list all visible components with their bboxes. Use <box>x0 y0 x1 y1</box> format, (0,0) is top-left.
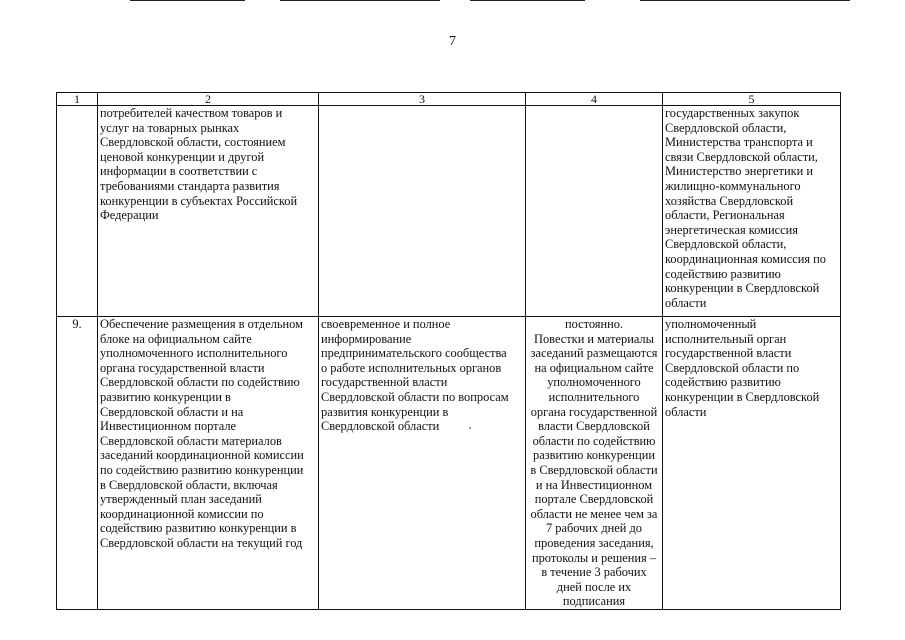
cell-line: в Свердловской области, включая <box>100 477 278 492</box>
cell-line: утвержденный план заседаний <box>100 492 262 507</box>
responsible-executors <box>663 106 841 317</box>
cell-line: в Свердловской области <box>530 462 658 477</box>
expected-result <box>319 106 526 317</box>
header-col-1: 1 <box>57 93 98 106</box>
cell-line: государственных закупок <box>665 106 800 120</box>
cell-line: услуг на товарных рынках <box>100 120 240 135</box>
cell-line: Свердловской области и на <box>100 404 244 419</box>
cell-line: проведения заседания, <box>534 535 654 550</box>
cell-line: содействию развитию <box>665 375 781 390</box>
cell-line: исполнительного <box>548 389 640 404</box>
cell-line: Повестки и материалы <box>534 331 654 346</box>
cell-line: конкуренции в Свердловской <box>665 389 820 404</box>
cell-line: уполномоченного исполнительного <box>100 346 288 361</box>
cell-line: конкуренции в Свердловской <box>665 281 820 296</box>
header-col-4: 4 <box>526 93 663 106</box>
cell-line: Министерства транспорта и <box>665 135 813 150</box>
cell-line: Свердловской области <box>321 419 440 434</box>
cell-line: в течение 3 рабочих <box>541 565 647 580</box>
cell-line: информирование <box>321 331 412 346</box>
cell-line: постоянно. <box>564 317 624 331</box>
cell-line: требованиями стандарта развития <box>100 178 280 193</box>
cell-line: органа государственной <box>530 404 658 419</box>
table-row <box>57 106 841 317</box>
cell-line: ценовой конкуренции и другой <box>100 149 265 164</box>
responsible-executors <box>663 317 841 610</box>
cell-line: о работе исполнительных органов <box>321 360 502 375</box>
cell-line: Федерации <box>100 208 159 223</box>
top-rule-right <box>470 0 585 1</box>
page-number: 7 <box>449 34 456 49</box>
header-col-3: 3 <box>319 93 526 106</box>
cell-line: области, Региональная <box>665 208 785 223</box>
cell-line: развития конкуренции в <box>321 404 449 419</box>
cell-line: области не менее чем за <box>530 506 658 521</box>
header-col-5: 5 <box>663 93 841 106</box>
cell-line: органа государственной власти <box>100 360 265 375</box>
deadline <box>526 106 663 317</box>
cell-line: заседаний размещаются <box>530 346 658 361</box>
cell-line: развитию конкуренции <box>533 448 655 463</box>
cell-line: государственной власти <box>665 346 792 361</box>
header-row <box>57 93 841 106</box>
top-rule-far-right <box>640 0 850 1</box>
cell-line: 7 рабочих дней до <box>546 521 642 536</box>
cell-line: координационной комиссии по <box>100 506 264 521</box>
cell-line: развитию конкуренции в <box>100 389 231 404</box>
cell-line: области <box>665 404 707 419</box>
cell-line: Свердловской области по вопросам <box>321 389 509 404</box>
header-col-2: 2 <box>98 93 319 106</box>
cell-line: дней после их <box>556 579 632 594</box>
cell-line: блоке на официальном сайте <box>100 331 252 346</box>
measures-table <box>56 92 841 610</box>
top-rule-middle <box>280 0 440 1</box>
table-row <box>57 317 841 610</box>
cell-line: содействию развитию <box>665 266 781 281</box>
cell-line: заседаний координационной комиссии <box>100 448 304 463</box>
cell-line: хозяйства Свердловской <box>665 193 794 208</box>
cell-line: власти Свердловской <box>538 419 650 434</box>
cell-line: Свердловской области на текущий год <box>100 535 303 550</box>
measure-description <box>98 317 319 610</box>
cell-line: Инвестиционном портале <box>100 419 237 434</box>
row-number <box>57 106 98 317</box>
cell-line: Свердловской области, <box>665 237 787 252</box>
cell-line: области <box>665 295 707 310</box>
cell-line: информации в соответствии с <box>100 164 258 179</box>
cell-line: энергетическая комиссия <box>665 222 798 237</box>
cell-line: жилищно-коммунального <box>665 178 801 193</box>
cell-line: по содействию развитию конкуренции <box>100 462 304 477</box>
cell-line: на официальном сайте <box>534 360 654 375</box>
cell-line: исполнительный орган <box>665 331 787 346</box>
cell-line: предпринимательского сообщества <box>321 346 507 361</box>
cell-line: портале Свердловской <box>534 492 654 507</box>
cell-line: государственной власти <box>321 375 448 390</box>
cell-line: и на Инвестиционном <box>535 477 653 492</box>
scan-speck <box>469 427 471 429</box>
cell-line: уполномоченного <box>547 375 641 390</box>
cell-line: Свердловской области, <box>665 120 787 135</box>
cell-line: уполномоченный <box>665 317 757 331</box>
cell-line: области по содействию <box>532 433 656 448</box>
expected-result <box>319 317 526 610</box>
cell-line: Свердловской области по содействию <box>100 375 300 390</box>
cell-line: потребителей качеством товаров и <box>100 106 283 120</box>
cell-line: Свердловской области материалов <box>100 433 282 448</box>
cell-line: подписания <box>562 594 626 609</box>
cell-line: Министерство энергетики и <box>665 164 813 179</box>
cell-line: Свердловской области, состоянием <box>100 135 286 150</box>
cell-line: конкуренции в субъектах Российской <box>100 193 298 208</box>
cell-line: Обеспечение размещения в отдельном <box>100 317 303 331</box>
cell-line: своевременное и полное <box>321 317 451 331</box>
cell-line: координационная комиссия по <box>665 251 826 266</box>
row-number: 9. <box>57 317 98 610</box>
deadline <box>526 317 663 610</box>
measure-description <box>98 106 319 317</box>
top-rule-left <box>130 0 245 1</box>
cell-line: Свердловской области по <box>665 360 800 375</box>
cell-line: связи Свердловской области, <box>665 149 818 164</box>
cell-line: содействию развитию конкуренции в <box>100 521 297 536</box>
cell-line: протоколы и решения – <box>531 550 657 565</box>
